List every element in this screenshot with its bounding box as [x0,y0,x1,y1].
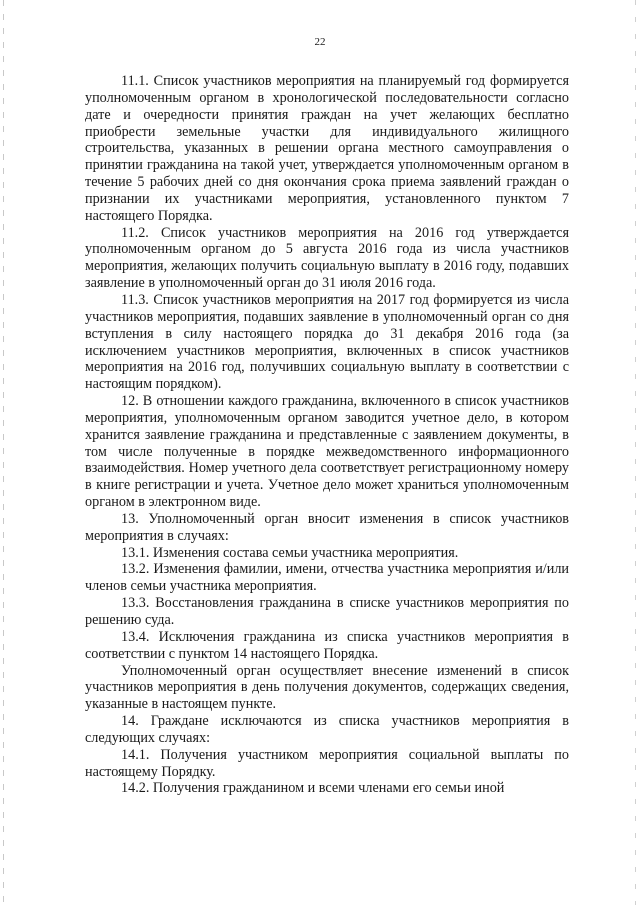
paragraph-14: 14. Граждане исключаются из списка участников мероприятия в следующих случаях: [85,713,569,746]
paragraph-14-1: 14.1. Получения участником мероприятия социальной выплаты по настоящему Порядку. [85,746,569,780]
paragraph-13-4: 13.4. Исключения гражданина из списка участников мероприятия в соответствии с пунктом 14 настоящего Порядка. [85,628,569,662]
paragraph-14-2: 14.2. Получения гражданином и всеми членами его семьи иной [121,780,505,797]
paragraph-11-3: 11.3. Список участников мероприятия на 2017 год формируется из числа участников мероприятия, подавших заявление в уполномоченный орган со дня вступления в силу настоящего порядка до 31 декабря 2016 года (за исключением участников мероприятия, включенных в список участников мероприятия на 2016 год, получивших социальную выплату в соответствии с настоящим порядком). [85,291,569,393]
paragraph-13-note: Уполномоченный орган осуществляет внесение изменений в список участников мероприятия в день получения документов, содержащих сведения, указанные в настоящем пункте. [85,662,569,713]
paragraph-13-3: 13.3. Восстановления гражданина в списке участников мероприятия по решению суда. [85,595,569,628]
paragraph-13-1: 13.1. Изменения состава семьи участника мероприятия. [121,544,459,561]
paragraph-11-2: 11.2. Список участников мероприятия на 2016 год утверждается уполномоченным органом до 5 августа 2016 года из числа участников мероприятия, желающих получить социальную выплату в 2016 году, подавших заявление в уполномоченный орган до 31 июля 2016 года. [85,224,569,292]
paragraph-13: 13. Уполномоченный орган вносит изменения в список участников мероприятия в случаях: [85,510,569,544]
paragraph-13-2: 13.2. Изменения фамилии, имени, отчества участника мероприятия и/или членов семьи участника мероприятия. [85,561,569,595]
document-body [85,73,569,797]
paragraph-12: 12. В отношении каждого гражданина, включенного в список участников мероприятия, уполномоченным органом заводится учетное дело, в котором хранится заявление гражданина и представленные с заявлением документы, в том числе полученные в порядке межведомственного информационного взаимодействия. Номер учетного дела соответствует регистрационному номеру в книге регистрации и учета. Учетное дело может храниться уполномоченным органом в электронном виде. [85,393,569,511]
scan-edge-left [3,0,4,905]
page-number: 22 [314,36,326,48]
paragraph-11-1: 11.1. Список участников мероприятия на планируемый год формируется уполномоченным органом в хронологической последовательности согласно дате и очередности принятия граждан на учет желающих бесплатно приобрести земельные участки для индивидуального жилищного строительства, указанных в решении органа местного самоуправления о принятии гражданина на такой учет, утверждается уполномоченным органом в течение 5 рабочих дней со дня окончания срока приема заявлений граждан о признании их участниками мероприятия, установленного пунктом 7 настоящего Порядка. [85,73,569,224]
scan-edge-right [635,0,636,905]
